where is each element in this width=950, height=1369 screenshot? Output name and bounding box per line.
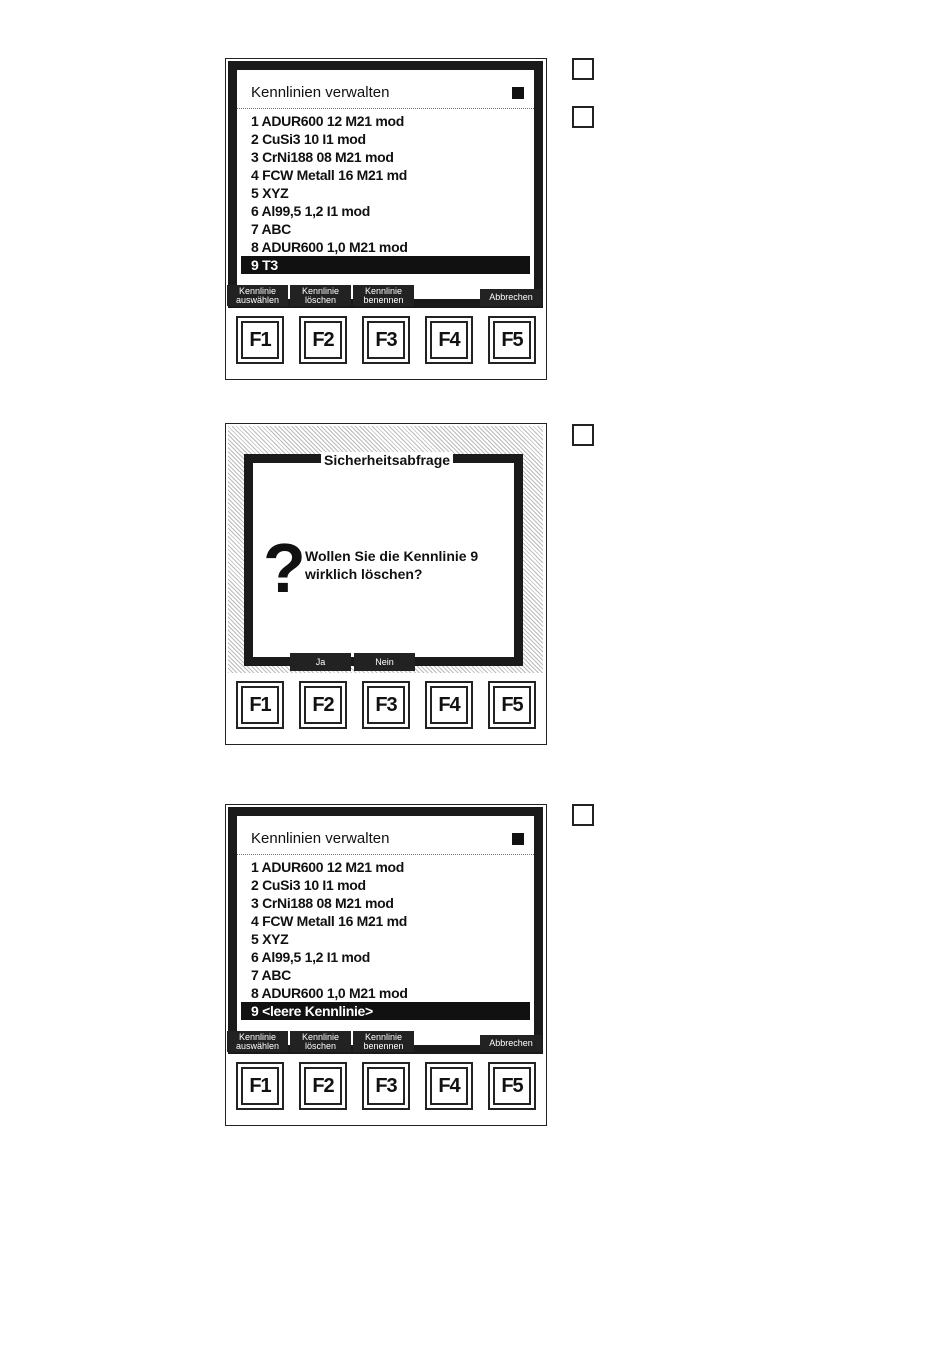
list-item[interactable]: 5 XYZ: [251, 931, 289, 947]
list-item[interactable]: 8 ADUR600 1,0 M21 mod: [251, 985, 408, 1001]
softkey-kennlinie-auswaehlen[interactable]: [227, 1031, 288, 1052]
screen-title: Kennlinien verwalten: [251, 84, 390, 101]
f1-button[interactable]: [236, 1062, 284, 1110]
f4-button[interactable]: [425, 681, 473, 729]
list-item-selected[interactable]: 9 T3: [241, 256, 530, 274]
function-keys: [236, 681, 536, 731]
f3-label: F3: [367, 1067, 405, 1105]
f3-button[interactable]: [362, 681, 410, 729]
f5-button[interactable]: [488, 316, 536, 364]
dialog-title: Sicherheitsabfrage: [321, 452, 453, 468]
softkey-kennlinie-benennen[interactable]: [353, 285, 414, 306]
f3-label: F3: [367, 321, 405, 359]
f1-label: F1: [241, 321, 279, 359]
softkey-kennlinie-loeschen[interactable]: [290, 1031, 351, 1052]
list-item[interactable]: 3 CrNi188 08 M21 mod: [251, 895, 394, 911]
f5-button[interactable]: [488, 1062, 536, 1110]
step-checkbox[interactable]: [572, 58, 594, 80]
f5-label: F5: [493, 1067, 531, 1105]
f5-label: F5: [493, 686, 531, 724]
list-item-selected[interactable]: 9 <leere Kennlinie>: [241, 1002, 530, 1020]
list-item[interactable]: 7 ABC: [251, 967, 291, 983]
f2-button[interactable]: [299, 681, 347, 729]
softkey-kennlinie-auswaehlen[interactable]: [227, 285, 288, 306]
softkey-label: Kennlinie: [301, 1031, 340, 1042]
function-keys: [236, 316, 536, 366]
panel-sicherheitsabfrage: [225, 423, 547, 745]
f2-label: F2: [304, 1067, 342, 1105]
softkey-label: Kennlinie: [238, 285, 277, 296]
title-divider: [237, 854, 534, 855]
step-checkbox[interactable]: [572, 424, 594, 446]
f2-button[interactable]: [299, 316, 347, 364]
f5-button[interactable]: [488, 681, 536, 729]
list-item[interactable]: 2 CuSi3 10 I1 mod: [251, 877, 366, 893]
list-item[interactable]: 1 ADUR600 12 M21 mod: [251, 113, 404, 129]
dialog-message-line: wirklich löschen?: [305, 566, 423, 582]
list-item[interactable]: 7 ABC: [251, 221, 291, 237]
list-item[interactable]: 3 CrNi188 08 M21 mod: [251, 149, 394, 165]
dialog-message: [305, 547, 478, 583]
f2-label: F2: [304, 321, 342, 359]
f4-label: F4: [430, 321, 468, 359]
f4-button[interactable]: [425, 1062, 473, 1110]
f2-label: F2: [304, 686, 342, 724]
softkey-abbrechen[interactable]: Abbrechen: [480, 289, 542, 306]
f2-button[interactable]: [299, 1062, 347, 1110]
softkey-abbrechen[interactable]: Abbrechen: [480, 1035, 542, 1052]
softkey-bar: [226, 1031, 548, 1053]
f1-button[interactable]: [236, 681, 284, 729]
softkey-label: auswählen: [235, 294, 280, 305]
list-item[interactable]: 2 CuSi3 10 I1 mod: [251, 131, 366, 147]
status-square-icon: [512, 833, 524, 845]
step-checkbox[interactable]: [572, 106, 594, 128]
softkey-nein[interactable]: Nein: [354, 653, 415, 671]
f1-label: F1: [241, 686, 279, 724]
list-item[interactable]: 8 ADUR600 1,0 M21 mod: [251, 239, 408, 255]
f1-label: F1: [241, 1067, 279, 1105]
softkey-label: löschen: [304, 1040, 337, 1051]
panel-kennlinien-2: [225, 804, 547, 1126]
step-checkbox[interactable]: [572, 804, 594, 826]
softkey-label: Kennlinie: [364, 1031, 402, 1042]
title-divider: [237, 108, 534, 109]
softkey-label: benennen: [363, 294, 404, 305]
kennlinien-list: [241, 858, 530, 1020]
screen-title: Kennlinien verwalten: [251, 830, 390, 847]
dialog-message-line: Wollen Sie die Kennlinie 9: [305, 548, 479, 564]
display-screen: [228, 61, 543, 308]
panel-kennlinien-1: [225, 58, 547, 380]
softkey-kennlinie-loeschen[interactable]: [290, 285, 351, 306]
softkey-label: benennen: [363, 1040, 404, 1051]
softkey-label: Kennlinie: [238, 1031, 277, 1042]
softkey-kennlinie-benennen[interactable]: [353, 1031, 414, 1052]
f1-button[interactable]: [236, 316, 284, 364]
function-keys: [236, 1062, 536, 1112]
f4-label: F4: [430, 686, 468, 724]
f4-label: F4: [430, 1067, 468, 1105]
confirm-dialog: [244, 454, 523, 666]
list-item[interactable]: 6 Al99,5 1,2 I1 mod: [251, 203, 371, 219]
f5-label: F5: [493, 321, 531, 359]
display-screen: [228, 807, 543, 1054]
softkey-label: Kennlinie: [301, 285, 340, 296]
question-icon: ?: [263, 529, 306, 607]
f4-button[interactable]: [425, 316, 473, 364]
status-square-icon: [512, 87, 524, 99]
f3-button[interactable]: [362, 316, 410, 364]
softkey-label: auswählen: [235, 1040, 280, 1051]
list-item[interactable]: 5 XYZ: [251, 185, 289, 201]
softkey-ja[interactable]: Ja: [290, 653, 351, 671]
list-item[interactable]: 6 Al99,5 1,2 I1 mod: [251, 949, 371, 965]
list-item[interactable]: 4 FCW Metall 16 M21 md: [251, 167, 407, 183]
f3-button[interactable]: [362, 1062, 410, 1110]
softkey-label: Kennlinie: [364, 285, 402, 296]
list-item[interactable]: 1 ADUR600 12 M21 mod: [251, 859, 404, 875]
kennlinien-list: [241, 112, 530, 274]
softkey-label: löschen: [304, 294, 337, 305]
softkey-bar: [226, 285, 548, 307]
list-item[interactable]: 4 FCW Metall 16 M21 md: [251, 913, 407, 929]
f3-label: F3: [367, 686, 405, 724]
